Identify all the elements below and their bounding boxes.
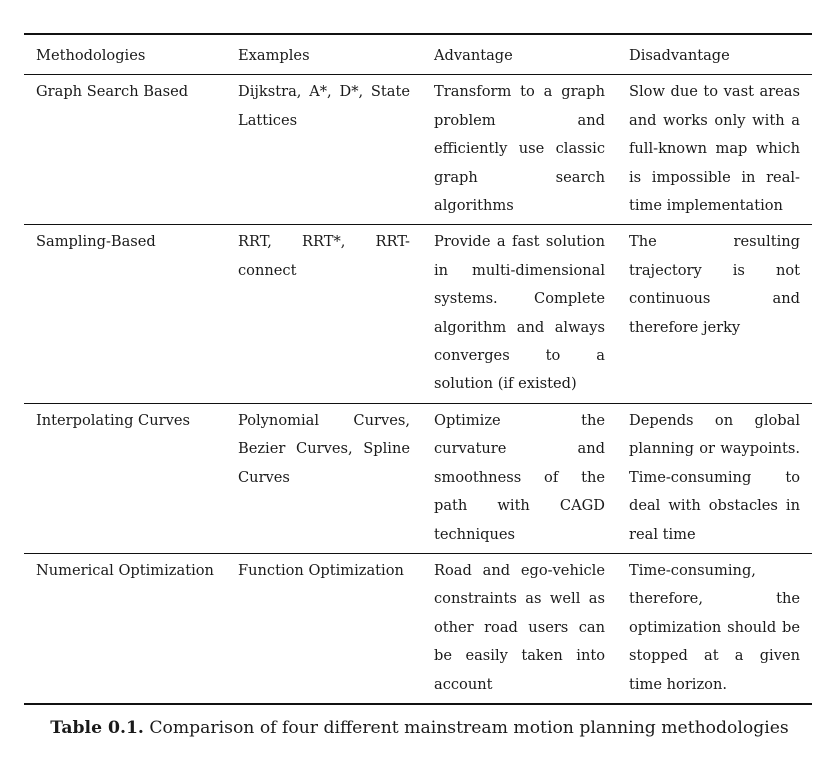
table-row (24, 553, 812, 704)
table-header-row (24, 34, 812, 75)
header-disadvantage: Disadvantage (629, 47, 730, 64)
table-row (24, 403, 812, 553)
cell-advantage: Optimize the curvature and smoothness of the path with CAGD techniques (434, 411, 605, 543)
cell-disadvantage: Depends on global planning or waypoints. Time-consuming to deal with obstacles in real time (629, 411, 800, 543)
cell-examples: Function Optimization (238, 561, 404, 579)
cell-disadvantage: Slow due to vast areas and works only with a full-known map which is impossible in real-time implementation (629, 83, 800, 215)
cell-methodology: Graph Search Based (36, 83, 189, 101)
cell-advantage: Provide a fast solution in multi-dimensional systems. Complete algorithm and always converges to a solution (if existed) (434, 233, 605, 393)
cell-methodology: Sampling-Based (36, 233, 156, 251)
comparison-table (24, 33, 812, 705)
cell-disadvantage: The resulting trajectory is not continuous and therefore jerky (629, 233, 800, 336)
cell-methodology: Numerical Optimization (36, 561, 214, 579)
cell-advantage: Transform to a graph problem and efficiently use classic graph search algorithms (434, 83, 605, 215)
cell-examples: Dijkstra, A*, D*, State Lattices (238, 83, 410, 129)
caption-text: Comparison of four different mainstream motion planning methodologies (149, 718, 789, 738)
header-advantage: Advantage (434, 47, 513, 64)
cell-examples: Polynomial Curves, Bezier Curves, Spline Curves (238, 411, 410, 486)
header-methodologies: Methodologies (36, 47, 146, 64)
header-examples: Examples (238, 47, 310, 64)
comparison-table-container (24, 33, 812, 705)
table-row (24, 75, 812, 225)
table-row (24, 225, 812, 403)
caption-label: Table 0.1. (50, 718, 144, 738)
cell-advantage: Road and ego-vehicle constraints as well as other road users can be easily taken into account (434, 561, 605, 693)
cell-methodology: Interpolating Curves (36, 411, 190, 429)
cell-examples: RRT, RRT*, RRT-connect (238, 233, 410, 279)
cell-disadvantage: Time-consuming, therefore, the optimization should be stopped at a given time horizon. (629, 561, 800, 693)
table-caption (0, 718, 839, 738)
